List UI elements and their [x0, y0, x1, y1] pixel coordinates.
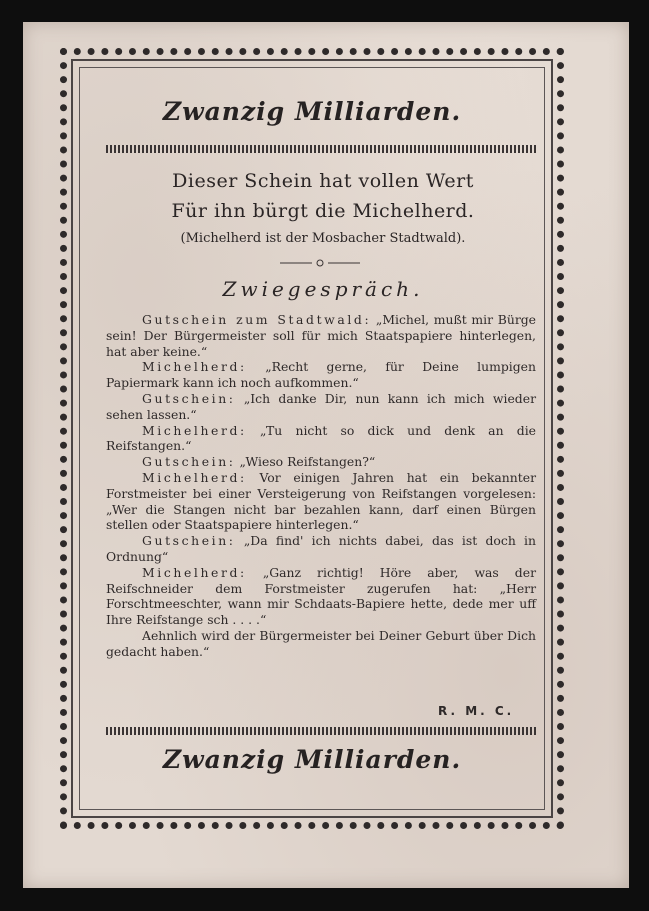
speaker: Michelherd: [142, 422, 247, 438]
speech: Aehnlich wird der Bürgermeister bei Deiner Geburt über Dich gedacht haben.“ [106, 627, 536, 659]
speaker: Gutschein: [142, 390, 236, 406]
dialogue-paragraph [106, 423, 536, 455]
speech: „Tu nicht so dick und denk an die Reifstangen.“ [106, 422, 536, 454]
dialogue-paragraph [106, 312, 536, 359]
speech: „Ich danke Dir, nun kann ich mich wieder sehen lassen.“ [106, 390, 536, 422]
dialogue-paragraph [106, 565, 536, 628]
dialogue-paragraph [106, 359, 536, 391]
speech: „Ganz richtig! Höre aber, was der Reifschneider dem Forstmeister zugerufen hat: „Herr Forschtmeeschter, wann mir Schdaats-Bapiere hette, dede mer uff Ihre Reifstange sch . . . .“ [106, 564, 536, 628]
speech: Vor einigen Jahren hat ein bekannter Forstmeister bei einer Versteigerung von Reifstangen vorgelesen: „Wer die Stangen nicht bar bezahlen kann, darf einen Bürgen stellen oder Staatspapiere hinterlegen.“ [106, 469, 536, 533]
dialogue-paragraph [106, 533, 536, 565]
speaker: Gutschein: [142, 454, 236, 470]
explanatory-note: (Michelherd ist der Mosbacher Stadtwald). [180, 231, 466, 246]
speaker: Michelherd: [142, 359, 247, 375]
speaker: Gutschein zum Stadtwald: [142, 312, 372, 327]
speaker: Michelherd: [142, 564, 247, 580]
dialogue-heading: Zwiegespräch. [222, 277, 424, 301]
dialogue-paragraph [106, 628, 536, 660]
dialogue-paragraph [106, 454, 536, 470]
speaker: Gutschein: [142, 533, 236, 549]
divider-rule-top [106, 145, 536, 153]
guarantee-statement: Für ihn bürgt die Michelherd. [171, 200, 475, 222]
divider-rule-bottom [106, 727, 536, 735]
dialogue-text [106, 312, 536, 660]
speech: „Michel, mußt mir Bürge sein! Der Bürgermeister soll für mich Staatspapiere hinterlegen, hat aber keine.“ [106, 312, 537, 359]
dialogue-paragraph [106, 391, 536, 423]
speaker: Michelherd: [142, 469, 247, 485]
value-statement: Dieser Schein hat vollen Wert [172, 170, 474, 192]
speech: „Wieso Reifstangen?“ [235, 454, 376, 470]
ornament-icon [280, 258, 360, 268]
title-top: Zwanzig Milliarden. [162, 97, 462, 126]
speech: „Da find' ich nichts dabei, das ist doch in Ordnung“ [106, 533, 536, 564]
signature-initials: R. M. C. [438, 704, 515, 718]
title-bottom: Zwanzig Milliarden. [162, 745, 462, 774]
speech: „Recht gerne, für Deine lumpigen Papiermark kann ich noch aufkommen.“ [106, 359, 536, 391]
dialogue-paragraph [106, 470, 536, 533]
